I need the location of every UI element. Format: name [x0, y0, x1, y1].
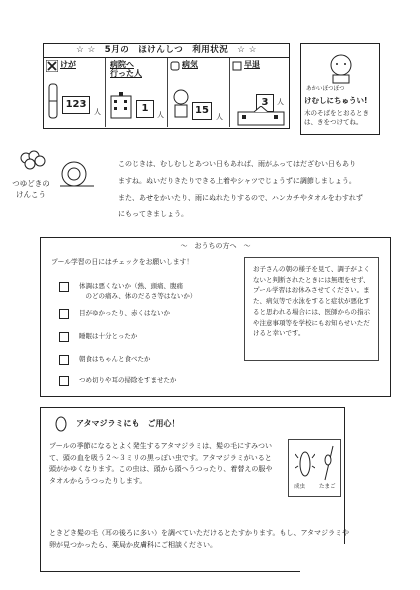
- check-item-label: 目がゆかったり、赤くはないか: [79, 309, 170, 317]
- check-item-label: つめ切りや耳の掃除をすませたか: [79, 376, 177, 384]
- stat-label: 病院へ 行った人: [110, 60, 142, 78]
- check-item: [59, 376, 177, 386]
- snail-icon: [54, 150, 100, 196]
- stat-unit: 人: [94, 108, 101, 116]
- check-item: [59, 332, 137, 342]
- side-text: 木のそばをとおるときは、きをつけてね。: [304, 109, 369, 127]
- stat-illness: [168, 58, 230, 127]
- check-item: [59, 309, 170, 319]
- check-item: [59, 282, 196, 302]
- checkbox[interactable]: [59, 376, 69, 386]
- stat-unit: 人: [277, 98, 284, 106]
- medicine-icon: [170, 61, 180, 71]
- adult-louse-icon: [295, 444, 315, 482]
- tsuyu-body: [118, 156, 390, 223]
- checkbox[interactable]: [59, 355, 69, 365]
- stat-value: 123: [62, 96, 90, 114]
- stat-value: 15: [192, 102, 212, 120]
- tsuyu-paragraph: また、あせをかいたり、雨にぬれたりするので、ハンカチやタオルをわすれず: [118, 193, 363, 202]
- tsuyu-paragraph: このじきは、むしむしとあつい日もあれば、雨がふってはだざむい日もあり: [118, 160, 356, 168]
- tsuyu-paragraph: にもってきましょう。: [118, 210, 188, 219]
- bandage-icon: [46, 82, 60, 122]
- checkbox[interactable]: [59, 332, 69, 342]
- stat-value: 3: [256, 94, 274, 112]
- adult-label: 成虫: [294, 484, 306, 490]
- tsuyu-title: つゆどきの けんこう: [12, 179, 50, 200]
- checklist-title: 〜 おうちの方へ 〜: [180, 242, 251, 250]
- egg-icon: [319, 444, 337, 482]
- head-lice-box: [40, 407, 349, 572]
- itchy-child-icon: [321, 52, 361, 84]
- side-caption: あかいぼつぼつ: [306, 86, 345, 92]
- stat-unit: 人: [157, 111, 164, 119]
- lice-illustration: [288, 439, 341, 497]
- stat-hospital: [106, 58, 168, 127]
- check-item-label: 朝食はちゃんと食べたか: [79, 355, 151, 363]
- stat-unit: 人: [216, 113, 223, 121]
- stat-label: 早退: [244, 60, 260, 69]
- checklist-intro: プール学習の日にはチェックをお願いします！: [51, 258, 194, 266]
- hydrangea-icon: [18, 150, 48, 172]
- checkbox[interactable]: [59, 309, 69, 319]
- parent-note: お子さんの朝の様子を見て、調子がよくないと判断されたときには無理をせず、プール学習はお休みさせてください。また、病気等で水泳をすると症状が悪化すると思われる場合には、医師からの指示や注意事項等を学校にもお知らせいただけると幸いです。: [244, 257, 379, 361]
- head-lice-title: アタマジラミにも ご用心！: [76, 419, 180, 428]
- school-building-icon: [236, 106, 286, 126]
- stat-label: けが: [60, 60, 76, 69]
- page-title: ☆ ☆ 5月の ほけんしつ 利用状況 ☆ ☆: [43, 43, 290, 58]
- side-heading: けむしにちゅうい!: [304, 96, 368, 105]
- check-item-label: 睡眠は十分とったか: [79, 332, 138, 340]
- head-lice-paragraph: プールの季節になるとよく発生するアタマジラミは、髪の毛にすみついて、頭の血を吸う２〜３ミリの黒っぽい虫です。アタマジラミがいると頭がかゆくなります。この虫は、頭から頭へうつったり、着替えの服やタオルからうつったりします。: [49, 442, 273, 485]
- check-item-label: 体調は悪くないか（熱、頭痛、腹痛 のどの痛み、体のだるさ等はないか）: [79, 282, 197, 300]
- stats-panel: [43, 58, 290, 129]
- checkbox[interactable]: [59, 282, 69, 292]
- head-lice-paragraph: ときどき髪の毛（耳の後ろに多い）を調べていただけるとたすかります。もし、アタマジラミや卵が見つかったら、薬局か皮膚科にご相談ください。: [49, 529, 349, 549]
- egg-label: たまご: [319, 484, 336, 490]
- hospital-icon: [110, 90, 132, 120]
- door-icon: [232, 61, 242, 71]
- stat-injury: [44, 58, 106, 127]
- check-item: [59, 355, 151, 365]
- page-fold: [300, 544, 345, 572]
- stat-value: 1: [136, 100, 154, 118]
- lice-icon: [51, 414, 71, 434]
- tsuyu-paragraph: ますね。ぬいだりきたりできる上着やシャツでじょうずに調節しましょう。: [118, 176, 356, 185]
- cross-icon: [46, 60, 58, 72]
- sick-child-icon: [172, 88, 190, 118]
- stat-label: 病気: [182, 60, 198, 69]
- stat-early-leave: [230, 58, 290, 127]
